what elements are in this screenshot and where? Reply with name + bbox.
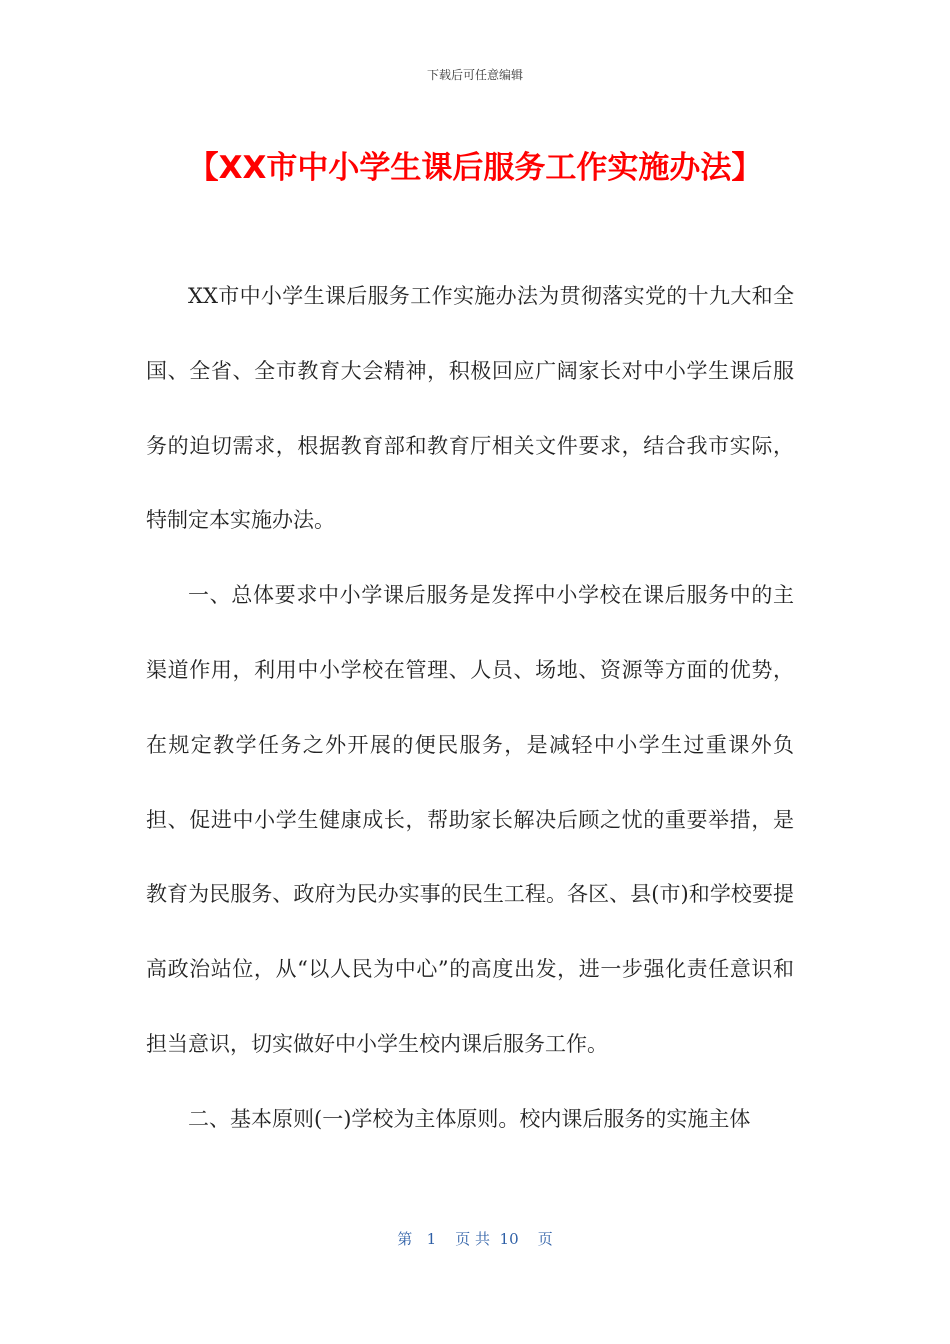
footer-current-page: 1 [426, 1230, 437, 1248]
document-body [146, 259, 794, 1157]
page-footer [0, 1228, 950, 1249]
document-title: 【XX市中小学生课后服务工作实施办法】 [187, 150, 763, 186]
footer-label-page: 第 [397, 1230, 413, 1248]
footer-label-total: 页 共 [455, 1230, 490, 1248]
footer-label-end: 页 [537, 1230, 553, 1248]
paragraph-intro: XX市中小学生课后服务工作实施办法为贯彻落实党的十九大和全国、全省、全市教育大会精神，积极回应广阔家长对中小学生课后服务的迫切需求，根据教育部和教育厅相关文件要求，结合我市实际，特制定本实施办法。 [146, 284, 794, 533]
paragraph-section-2: 二、基本原则(一)学校为主体原则。校内课后服务的实施主体 [188, 1106, 751, 1131]
page-header-note: 下载后可任意编辑 [426, 68, 523, 82]
footer-total-pages: 10 [499, 1230, 519, 1248]
paragraph-section-1: 一、总体要求中小学课后服务是发挥中小学校在课后服务中的主渠道作用，利用中小学校在管理、人员、场地、资源等方面的优势，在规定教学任务之外开展的便民服务，是减轻中小学生过重课外负担、促进中小学生健康成长，帮助家长解决后顾之忧的重要举措，是教育为民服务、政府为民办实事的民生工程。各区、县(市)和学校要提高政治站位，从“以人民为中心”的高度出发，进一步强化责任意识和担当意识，切实做好中小学生校内课后服务工作。 [146, 583, 794, 1056]
